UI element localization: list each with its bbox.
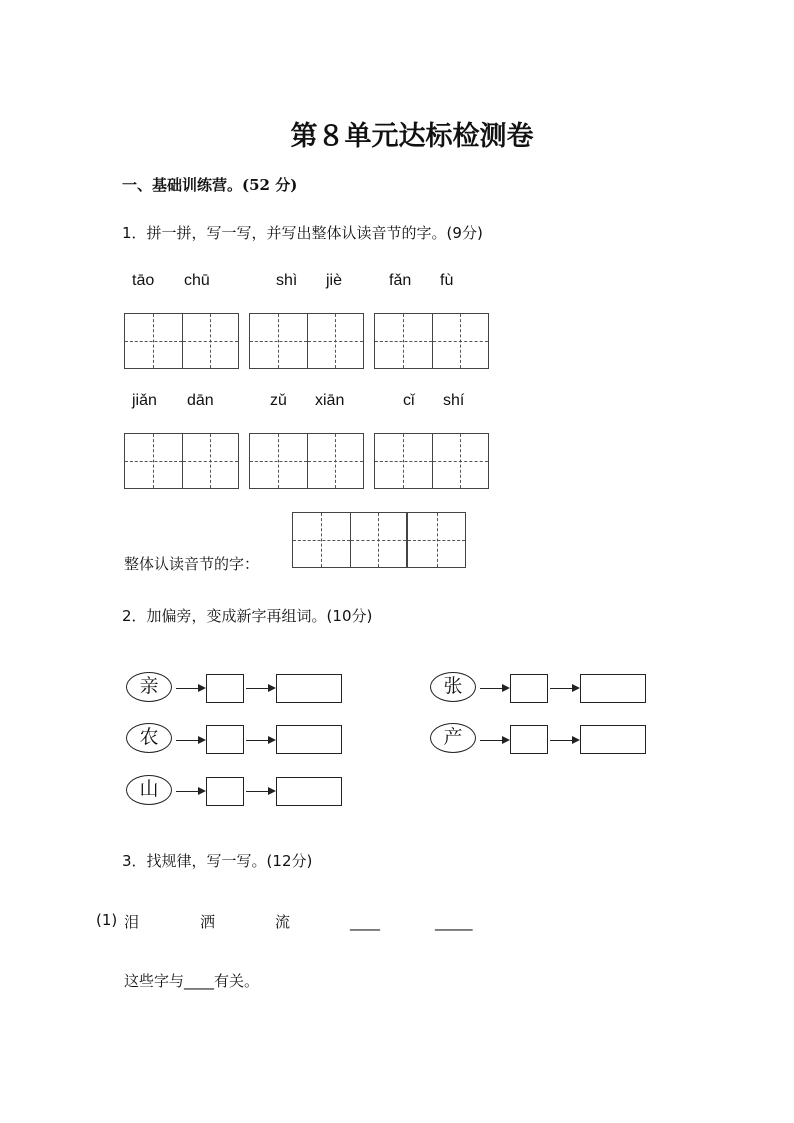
pinyin: shí — [443, 392, 465, 409]
answer-blank[interactable]: _____ — [435, 913, 473, 931]
grid-cell[interactable] — [250, 314, 307, 368]
answer-word-box[interactable] — [580, 725, 646, 754]
question-3-prompt: 3．找规律，写一写。(12分) — [122, 852, 313, 870]
pattern-char: 洒 — [200, 913, 216, 931]
grid-cell[interactable] — [350, 513, 407, 567]
answer-word-box[interactable] — [276, 674, 342, 703]
grid-cell[interactable] — [307, 314, 364, 368]
arrow-icon — [550, 740, 578, 741]
pattern-char: 泪 — [124, 913, 140, 931]
arrow-icon — [480, 740, 508, 741]
question-1-prompt: 1．拼一拼，写一写，并写出整体认读音节的字。(9分) — [122, 224, 483, 242]
grid-cell[interactable] — [293, 513, 350, 567]
answer-char-box[interactable] — [510, 674, 548, 703]
item-number: (1) — [96, 911, 118, 929]
source-char: 农 — [126, 723, 172, 753]
arrow-icon — [550, 688, 578, 689]
writing-grid[interactable] — [407, 512, 466, 568]
answer-word-box[interactable] — [580, 674, 646, 703]
pinyin: chū — [184, 272, 210, 289]
pattern-char: 流 — [275, 913, 291, 931]
answer-char-box[interactable] — [206, 725, 244, 754]
writing-grid[interactable] — [374, 313, 489, 369]
writing-grid[interactable] — [124, 313, 239, 369]
pinyin: jiè — [326, 272, 343, 289]
answer-blank[interactable]: ____ — [350, 913, 380, 931]
pattern-sentence: 这些字与____有关。 — [124, 972, 260, 990]
pinyin: jiǎn — [132, 392, 157, 409]
pinyin: xiān — [315, 392, 345, 409]
source-char: 张 — [430, 672, 476, 702]
grid-cell[interactable] — [375, 434, 432, 488]
arrow-icon — [176, 791, 204, 792]
question-2-prompt: 2．加偏旁，变成新字再组词。(10分) — [122, 607, 373, 625]
arrow-icon — [176, 688, 204, 689]
pinyin: fù — [440, 272, 454, 289]
pinyin: fǎn — [389, 272, 412, 289]
grid-cell[interactable] — [182, 434, 239, 488]
answer-word-box[interactable] — [276, 725, 342, 754]
pinyin: shì — [276, 272, 298, 289]
pinyin: tāo — [132, 272, 155, 289]
grid-cell[interactable] — [375, 314, 432, 368]
arrow-icon — [246, 740, 274, 741]
answer-char-box[interactable] — [510, 725, 548, 754]
arrow-icon — [480, 688, 508, 689]
section-heading: 一、基础训练营。(52 分) — [122, 176, 298, 194]
arrow-icon — [246, 688, 274, 689]
writing-grid[interactable] — [249, 433, 364, 489]
writing-grid[interactable] — [249, 313, 364, 369]
source-char: 亲 — [126, 672, 172, 702]
grid-cell[interactable] — [125, 434, 182, 488]
page-title: 第８单元达标检测卷 — [290, 121, 534, 152]
grid-cell[interactable] — [432, 434, 489, 488]
arrow-icon — [176, 740, 204, 741]
pinyin: dān — [187, 392, 214, 409]
writing-grid[interactable] — [292, 512, 407, 568]
arrow-icon — [246, 791, 274, 792]
grid-cell[interactable] — [250, 434, 307, 488]
grid-cell[interactable] — [307, 434, 364, 488]
writing-grid[interactable] — [374, 433, 489, 489]
grid-cell[interactable] — [408, 513, 465, 567]
pinyin: cǐ — [403, 392, 415, 409]
whole-syllable-label: 整体认读音节的字： — [124, 555, 260, 573]
answer-word-box[interactable] — [276, 777, 342, 806]
writing-grid[interactable] — [124, 433, 239, 489]
grid-cell[interactable] — [182, 314, 239, 368]
source-char: 山 — [126, 775, 172, 805]
grid-cell[interactable] — [125, 314, 182, 368]
pinyin: zǔ — [270, 392, 287, 409]
answer-char-box[interactable] — [206, 674, 244, 703]
source-char: 产 — [430, 723, 476, 753]
answer-char-box[interactable] — [206, 777, 244, 806]
grid-cell[interactable] — [432, 314, 489, 368]
